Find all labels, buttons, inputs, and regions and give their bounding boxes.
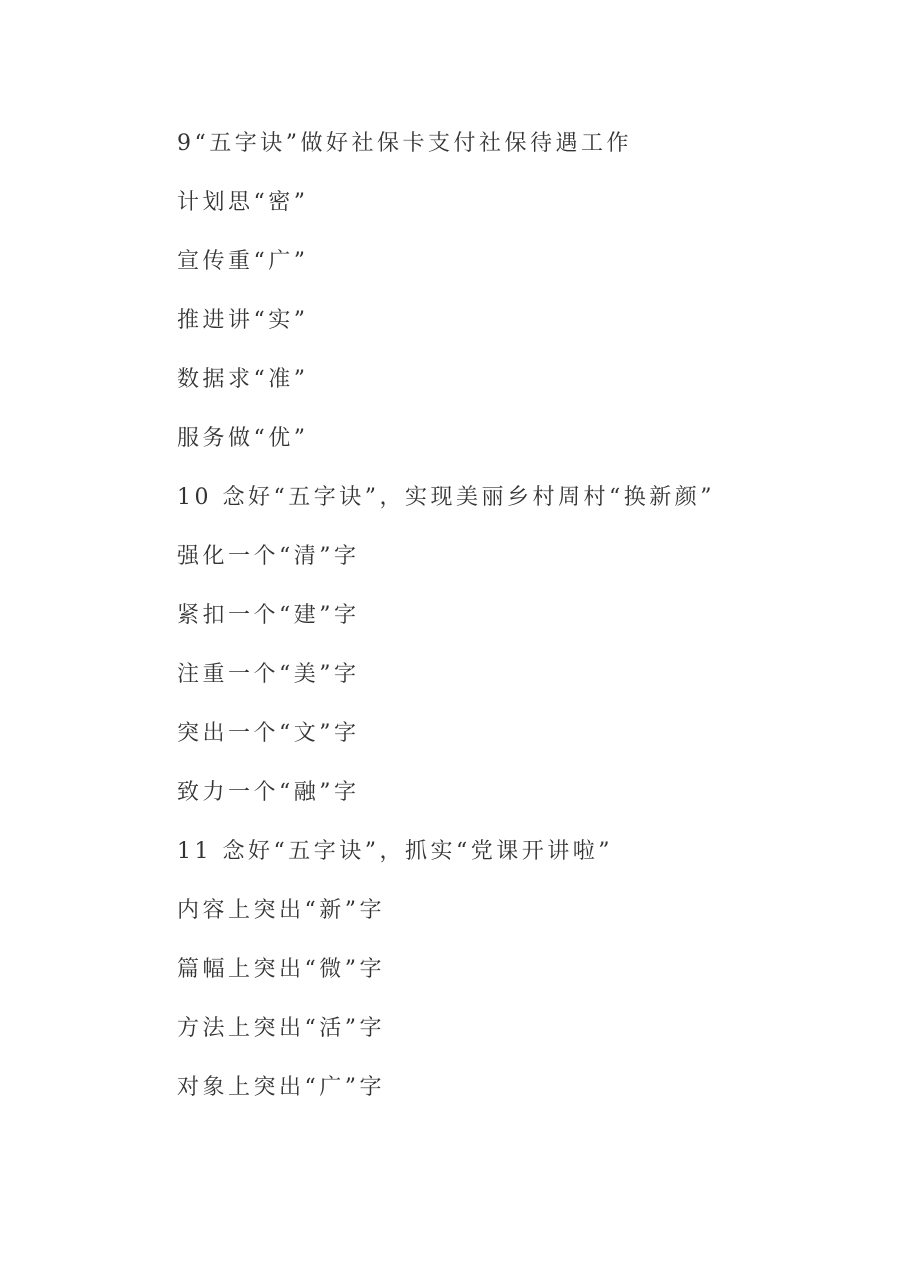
- text-line: 推进讲“实”: [177, 308, 309, 333]
- section-heading-11: 11 念好“五字诀”，抓实“党课开讲啦”: [177, 839, 613, 864]
- text-line: 篇幅上突出“微”字: [177, 957, 385, 982]
- text-line: 数据求“准”: [177, 367, 309, 392]
- section-heading-10: 10 念好“五字诀”，实现美丽乡村周村“换新颜”: [177, 485, 715, 510]
- text-line: 内容上突出“新”字: [177, 898, 385, 923]
- text-line: 突出一个“文”字: [177, 721, 360, 746]
- text-line: 计划思“密”: [177, 190, 309, 215]
- text-line: 服务做“优”: [177, 426, 309, 451]
- text-line: 注重一个“美”字: [177, 662, 360, 687]
- text-line: 紧扣一个“建”字: [177, 603, 360, 628]
- text-line: 宣传重“广”: [177, 249, 309, 274]
- text-line: 强化一个“清”字: [177, 544, 360, 569]
- section-heading-9: 9“五字诀”做好社保卡支付社保待遇工作: [177, 131, 632, 156]
- text-line: 致力一个“融”字: [177, 780, 360, 805]
- text-line: 方法上突出“活”字: [177, 1016, 385, 1041]
- text-line: 对象上突出“广”字: [177, 1075, 385, 1100]
- document-body: [177, 127, 715, 1130]
